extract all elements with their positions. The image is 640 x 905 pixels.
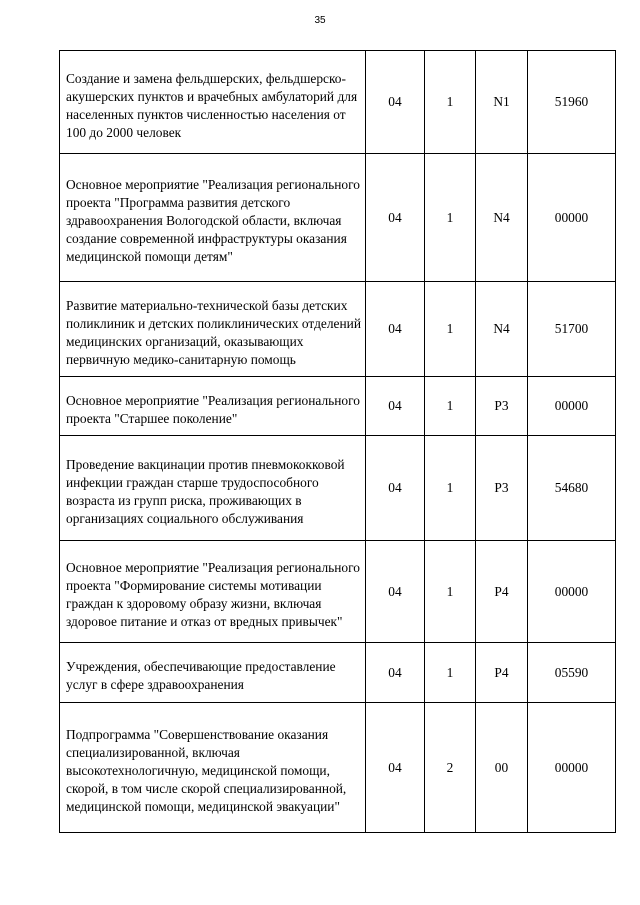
table-row bbox=[60, 703, 616, 833]
subprogram-cell: 1 bbox=[425, 154, 476, 282]
project-cell: N1 bbox=[476, 51, 528, 154]
row-name-cell: Основное мероприятие "Реализация регионального проекта "Программа развития детского здравоохранения Вологодской области, включая создание современной инфраструктуры оказания медицинской помощи детям" bbox=[60, 154, 366, 282]
row-name-cell: Основное мероприятие "Реализация регионального проекта "Формирование системы мотивации граждан к здоровому образу жизни, включая здоровое питание и отказ от вредных привычек" bbox=[60, 541, 366, 643]
row-name-cell: Основное мероприятие "Реализация регионального проекта "Старшее поколение" bbox=[60, 377, 366, 436]
section-cell: 04 bbox=[366, 541, 425, 643]
row-name-cell: Подпрограмма "Совершенствование оказания специализированной, включая высокотехнологичную, медицинской помощи, скорой, в том числе скорой специализированной, медицинской помощи, медицинской эвакуации" bbox=[60, 703, 366, 833]
section-cell: 04 bbox=[366, 643, 425, 703]
code-cell: 54680 bbox=[528, 436, 616, 541]
code-cell: 05590 bbox=[528, 643, 616, 703]
table-row bbox=[60, 282, 616, 377]
project-cell: N4 bbox=[476, 282, 528, 377]
section-cell: 04 bbox=[366, 154, 425, 282]
section-cell: 04 bbox=[366, 436, 425, 541]
code-cell: 00000 bbox=[528, 377, 616, 436]
table-row bbox=[60, 541, 616, 643]
code-cell: 51700 bbox=[528, 282, 616, 377]
code-cell: 00000 bbox=[528, 703, 616, 833]
subprogram-cell: 2 bbox=[425, 703, 476, 833]
project-cell: P4 bbox=[476, 541, 528, 643]
project-cell: P3 bbox=[476, 377, 528, 436]
row-name-cell: Создание и замена фельдшерских, фельдшерско-акушерских пунктов и врачебных амбулаторий для населенных пунктов численностью населения от 100 до 2000 человек bbox=[60, 51, 366, 154]
code-cell: 00000 bbox=[528, 541, 616, 643]
budget-table bbox=[59, 50, 616, 833]
section-cell: 04 bbox=[366, 377, 425, 436]
row-name-cell: Развитие материально-технической базы детских поликлиник и детских поликлинических отделений медицинских организаций, оказывающих первичную медико-санитарную помощь bbox=[60, 282, 366, 377]
project-cell: N4 bbox=[476, 154, 528, 282]
table-row bbox=[60, 154, 616, 282]
subprogram-cell: 1 bbox=[425, 643, 476, 703]
page-number: 35 bbox=[314, 15, 326, 26]
code-cell: 51960 bbox=[528, 51, 616, 154]
table-row bbox=[60, 51, 616, 154]
subprogram-cell: 1 bbox=[425, 541, 476, 643]
subprogram-cell: 1 bbox=[425, 282, 476, 377]
subprogram-cell: 1 bbox=[425, 436, 476, 541]
row-name-cell: Проведение вакцинации против пневмококковой инфекции граждан старше трудоспособного возраста из групп риска, проживающих в организациях социального обслуживания bbox=[60, 436, 366, 541]
table-row bbox=[60, 377, 616, 436]
project-cell: P4 bbox=[476, 643, 528, 703]
project-cell: 00 bbox=[476, 703, 528, 833]
subprogram-cell: 1 bbox=[425, 51, 476, 154]
section-cell: 04 bbox=[366, 51, 425, 154]
section-cell: 04 bbox=[366, 703, 425, 833]
subprogram-cell: 1 bbox=[425, 377, 476, 436]
table-row bbox=[60, 436, 616, 541]
table-row bbox=[60, 643, 616, 703]
row-name-cell: Учреждения, обеспечивающие предоставление услуг в сфере здравоохранения bbox=[60, 643, 366, 703]
code-cell: 00000 bbox=[528, 154, 616, 282]
section-cell: 04 bbox=[366, 282, 425, 377]
project-cell: P3 bbox=[476, 436, 528, 541]
